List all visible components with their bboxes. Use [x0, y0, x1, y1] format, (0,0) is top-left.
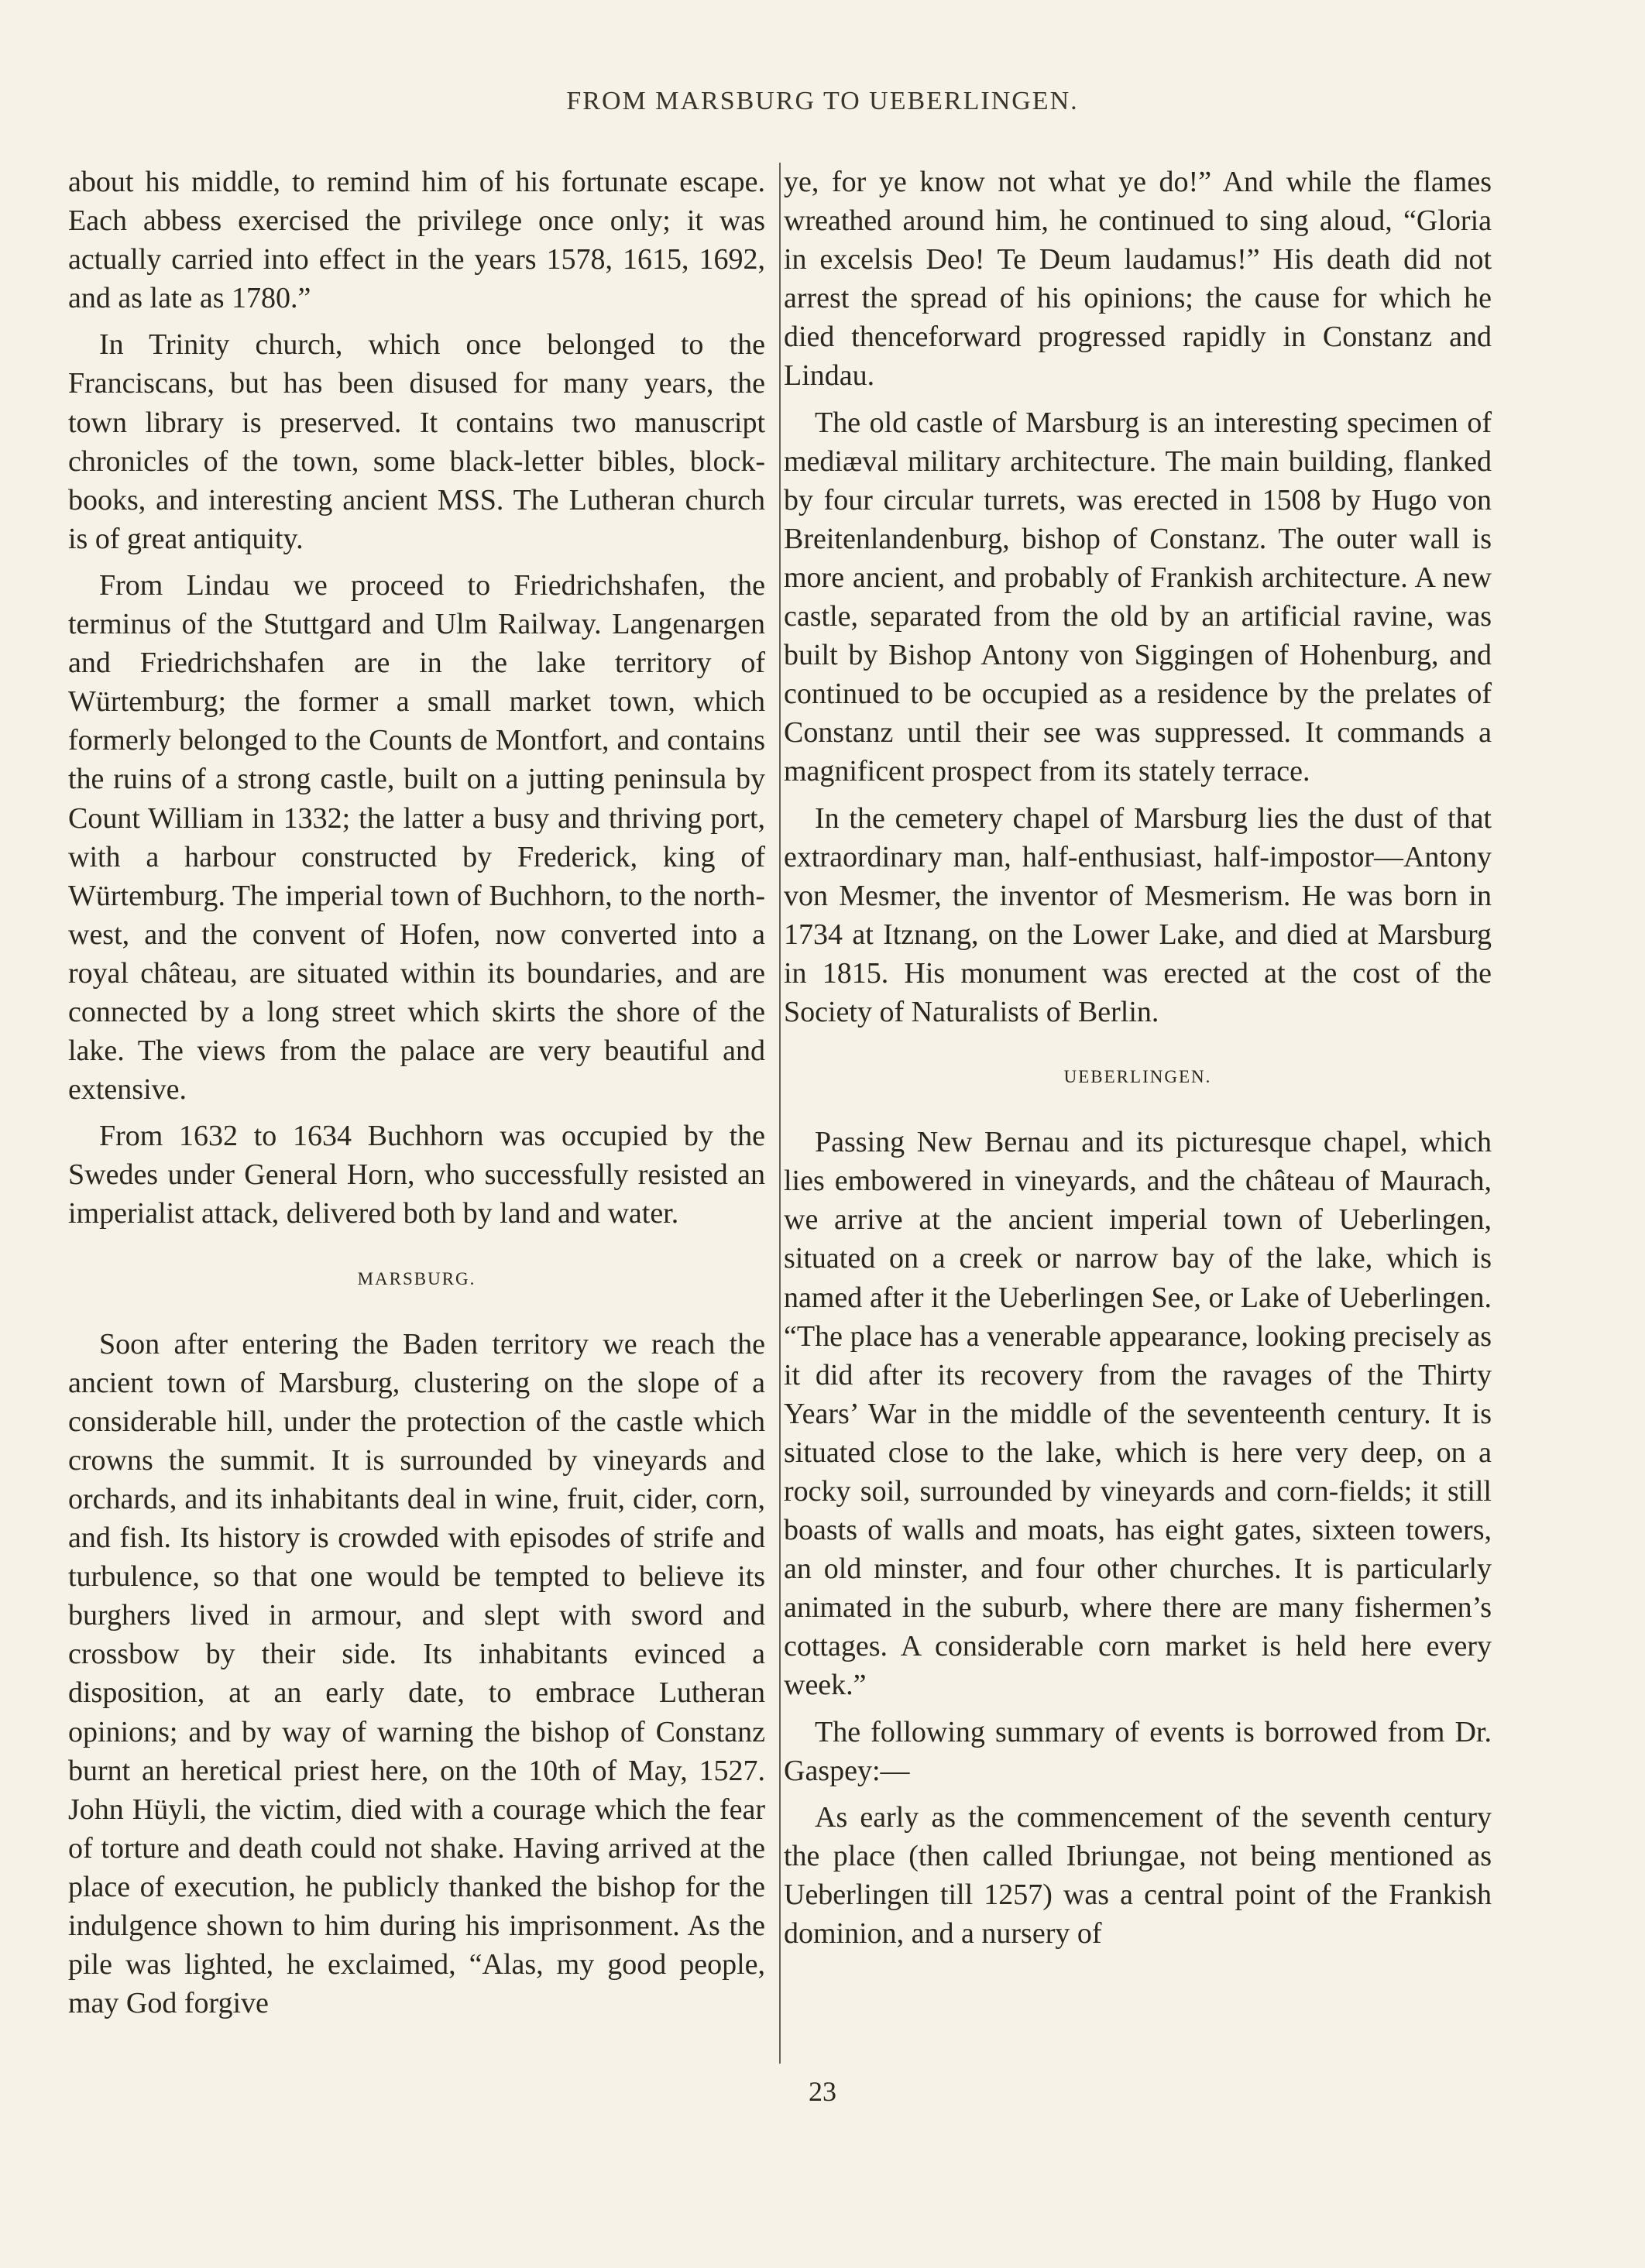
- left-column: [68, 163, 765, 2030]
- left-paragraph-3: From Lindau we proceed to Friedrichshafen, the terminus of the Stuttgard and Ulm Railway. Langenargen and Friedrichshafen are in the lake territory of Würtemburg; the former a small market town, which formerly belonged to the Counts de Montfort, and contains the ruins of a strong castle, built on a jutting peninsula by Count William in 1332; the latter a busy and thriving port, with a harbour constructed by Frederick, king of Würtemburg. The imperial town of Buchhorn, to the north-west, and the convent of Hofen, now converted into a royal château, are situated within its boundaries, and are connected by a long street which skirts the shore of the lake. The views from the palace are very beautiful and extensive.: [68, 568, 765, 1107]
- left-paragraph-2: In Trinity church, which once belonged to the Franciscans, but has been disused for many years, the town library is preserved. It contains two manuscript chronicles of the town, some black-letter bibles, block-books, and interesting ancient MSS. The Lutheran church is of great antiquity.: [68, 328, 765, 555]
- page-number: 23: [809, 2076, 836, 2107]
- right-paragraph-4: Passing New Bernau and its picturesque chapel, which lies embowered in vineyards, and the château of Maurach, we arrive at the ancient imperial town of Ueberlingen, situated on a creek or narrow bay of the lake, which is named after it the Ueberlingen See, or Lake of Ueberlingen. “The place has a venerable appearance, looking precisely as it did after its recovery from the ravages of the Thirty Years’ War in the middle of the seventeenth century. It is situated close to the lake, which is here very deep, on a rocky soil, surrounded by vineyards and corn-fields; it still boasts of walls and moats, has eight gates, sixteen towers, an old minster, and four other churches. It is particularly animated in the suburb, where there are many fishermen’s cottages. A considerable corn market is held here every week.”: [784, 1126, 1492, 1702]
- running-title: FROM MARSBURG TO UEBERLINGEN.: [566, 87, 1079, 115]
- section-heading-ueberlingen: UEBERLINGEN.: [1063, 1067, 1212, 1087]
- right-paragraph-3: In the cemetery chapel of Marsburg lies the dust of that extraordinary man, half-enthusiast, half-impostor—Antony von Mesmer, the inventor of Mesmerism. He was born in 1734 at Itznang, on the Lower Lake, and died at Marsburg in 1815. His monument was erected at the cost of the Society of Naturalists of Berlin.: [784, 801, 1492, 1028]
- right-paragraph-5: The following summary of events is borrowed from Dr. Gaspey:—: [784, 1715, 1492, 1787]
- left-paragraph-1: about his middle, to remind him of his fortunate escape. Each abbess exercised the privilege once only; it was actually carried into effect in the years 1578, 1615, 1692, and as late as 1780.”: [68, 166, 765, 315]
- right-column: [784, 163, 1492, 1961]
- left-paragraph-5: Soon after entering the Baden territory we reach the ancient town of Marsburg, clustering on the slope of a considerable hill, under the protection of the castle which crowns the summit. It is surrounded by vineyards and orchards, and its inhabitants deal in wine, fruit, cider, corn, and fish. Its history is crowded with episodes of strife and turbulence, so that one would be tempted to believe its burghers lived in armour, and slept with sword and crossbow by their side. Its inhabitants evinced a disposition, at an early date, to embrace Lutheran opinions; and by way of warning the bishop of Constanz burnt an heretical priest here, on the 10th of May, 1527. John Hüyli, the victim, died with a courage which the fear of torture and death could not shake. Having arrived at the place of execution, he publicly thanked the bishop for the indulgence shown to him during his imprisonment. As the pile was lighted, he exclaimed, “Alas, my good people, may God forgive: [68, 1327, 765, 2020]
- section-heading-marsburg: MARSBURG.: [357, 1268, 476, 1288]
- right-paragraph-6: As early as the commencement of the seventh century the place (then called Ibriungae, not being mentioned as Ueberlingen till 1257) was a central point of the Frankish dominion, and a nursery of: [784, 1800, 1492, 1951]
- left-paragraph-4: From 1632 to 1634 Buchhorn was occupied by the Swedes under General Horn, who successfully resisted an imperialist attack, delivered both by land and water.: [68, 1120, 765, 1230]
- right-paragraph-1: ye, for ye know not what ye do!” And while the flames wreathed around him, he continued to sing aloud, “Gloria in excelsis Deo! Te Deum laudamus!” His death did not arrest the spread of his opinions; the cause for which he died thenceforward progressed rapidly in Constanz and Lindau.: [784, 166, 1492, 393]
- column-divider: [779, 163, 781, 2064]
- right-paragraph-2: The old castle of Marsburg is an interesting specimen of mediæval military architecture. The main building, flanked by four circular turrets, was erected in 1508 by Hugo von Breitenlandenburg, bishop of Constanz. The outer wall is more ancient, and probably of Frankish architecture. A new castle, separated from the old by an artificial ravine, was built by Bishop Antony von Siggingen of Hohenburg, and continued to be occupied as a residence by the prelates of Constanz until their see was suppressed. It commands a magnificent prospect from its stately terrace.: [784, 406, 1492, 788]
